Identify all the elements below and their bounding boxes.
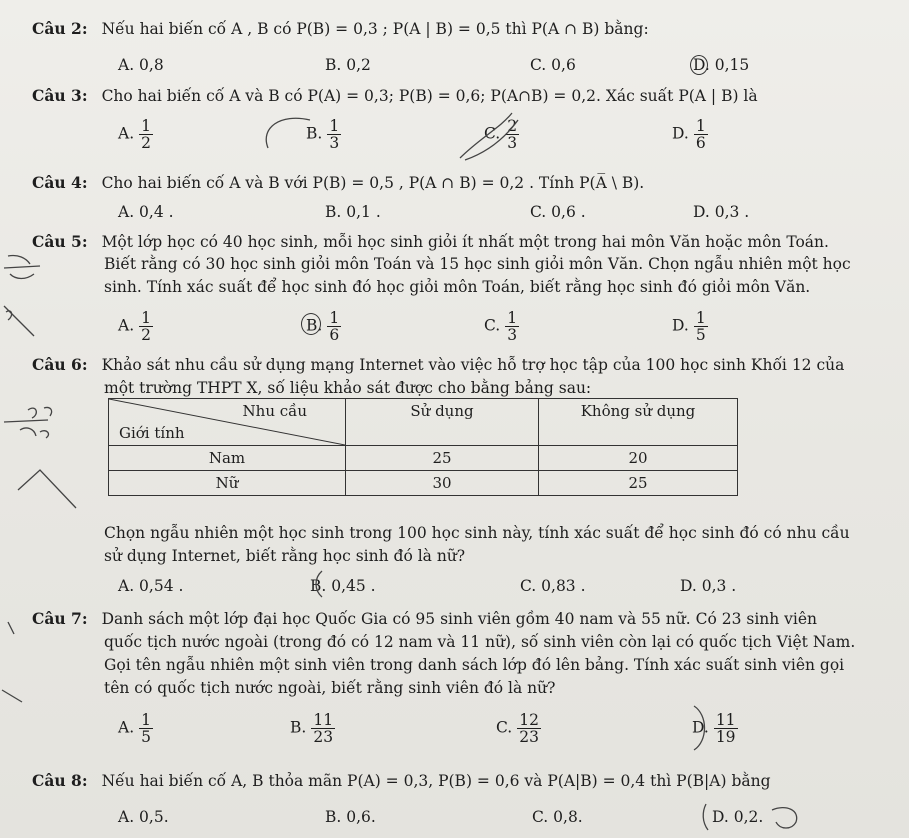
question-4 (32, 172, 644, 194)
q3-a-den: 2 (141, 134, 151, 152)
q3-b-label: B. (306, 124, 323, 143)
q4-option-d: D. 0,3 . (693, 203, 750, 221)
q2-option-c: C. 0,6 (530, 56, 576, 74)
question-6-line-3: Chọn ngẫu nhiên một học sinh trong 100 học sinh này, tính xác suất để học sinh đó có nhu cầu (104, 524, 850, 542)
q7-c-label: C. (496, 718, 513, 737)
question-5-line-1 (32, 231, 829, 253)
q3-a-label: A. (118, 124, 135, 143)
q3-d-label: D. (672, 124, 689, 143)
question-2-label: Câu 2: (32, 19, 88, 38)
q4-option-b: B. 0,1 . (325, 203, 381, 221)
question-5-text-1: Một lớp học có 40 học sinh, mỗi học sinh giỏi ít nhất một trong hai môn Văn hoặc môn Toán. (101, 233, 829, 251)
q7-d-num: 11 (715, 711, 736, 729)
q4-option-c: C. 0,6 . (530, 203, 586, 221)
q8-option-c: C. 0,8. (532, 808, 583, 826)
question-6-text-1: Khảo sát nhu cầu sử dụng mạng Internet vào việc hỗ trợ học tập của 100 học sinh Khối 12 của (101, 356, 845, 374)
q5-d-label: D. (672, 316, 689, 335)
q7-option-c (496, 712, 541, 745)
question-5-line-2: Biết rằng có 30 học sinh giỏi môn Toán và 15 học sinh giỏi môn Văn. Chọn ngẫu nhiên một học (104, 255, 851, 273)
q7-c-den: 23 (519, 728, 539, 746)
margin-scribble (0, 610, 60, 720)
q3-d-num: 1 (695, 117, 706, 135)
q5-c-den: 3 (507, 326, 518, 344)
question-5-line-3: sinh. Tính xác suất để học sinh đó học giỏi môn Toán, biết rằng học sinh đó giỏi môn Văn. (104, 278, 811, 296)
question-3-text: Cho hai biến cố A và B có P(A) = 0,3; P(B) = 0,6; P(A∩B) = 0,2. Xác suất P(A | B) là (101, 87, 758, 105)
q5-a-num: 1 (141, 309, 151, 327)
handwritten-scribble (250, 108, 550, 168)
q8-option-d: D. 0,2. (712, 808, 764, 826)
question-7-line-3: Gọi tên ngẫu nhiên một sinh viên trong danh sách lớp đó lên bảng. Tính xác suất sinh viên gọi (104, 656, 845, 674)
question-4-label: Câu 4: (32, 173, 88, 192)
q5-b-num: 1 (329, 309, 340, 327)
answer-mark-scribble (700, 800, 810, 834)
q2-option-b: B. 0,2 (325, 56, 371, 74)
q5-d-num: 1 (695, 309, 706, 327)
answer-mark-paren (300, 568, 340, 600)
q7-b-fraction (311, 712, 335, 745)
answer-mark-circle (690, 55, 708, 75)
answer-mark-circle (301, 313, 321, 335)
margin-scribble (0, 400, 80, 520)
question-6-line-4: sử dụng Internet, biết rằng học sinh đó là nữ? (104, 547, 466, 565)
q3-option-a (118, 118, 153, 151)
question-7-line-1 (32, 608, 817, 630)
q6-option-b: B. 0,45 . (310, 577, 376, 595)
question-6-line-2: một trường THPT X, số liệu khảo sát được cho bằng bảng sau: (104, 379, 592, 397)
row-use: 25 (346, 446, 539, 471)
margin-scribble (0, 250, 60, 340)
question-7-line-4: tên có quốc tịch nước ngoài, biết rằng sinh viên đó là nữ? (104, 679, 556, 697)
q7-b-num: 11 (313, 711, 334, 729)
question-8 (32, 770, 771, 792)
q3-c-label: C. (484, 124, 501, 143)
q3-b-den: 3 (329, 134, 340, 152)
question-5-label: Câu 5: (32, 232, 88, 251)
q5-option-a (118, 310, 153, 343)
q5-a-fraction (139, 310, 153, 343)
row-gender: Nữ (109, 471, 346, 496)
q7-b-label: B. (290, 718, 307, 737)
q5-b-fraction (327, 310, 341, 343)
q3-d-den: 6 (695, 134, 706, 152)
answer-mark-paren (690, 703, 730, 753)
table-row (109, 471, 738, 496)
header-nouse: Không sử dụng (539, 399, 738, 446)
q2-option-d: D. 0,15 (693, 56, 750, 74)
question-4-text: Cho hai biến cố A và B với P(B) = 0,5 , P(A ∩ B) = 0,2 . Tính P(A̅ \ B). (101, 174, 645, 192)
q7-a-label: A. (118, 718, 135, 737)
q5-c-fraction (505, 310, 519, 343)
q3-a-num: 1 (141, 117, 151, 135)
row-nouse: 20 (539, 446, 738, 471)
q7-option-b (290, 712, 335, 745)
q6-option-d: D. 0,3 . (680, 577, 737, 595)
q4-option-a: A. 0,4 . (118, 203, 174, 221)
q5-c-label: C. (484, 316, 501, 335)
q5-option-c (484, 310, 519, 343)
q6-option-c: C. 0,83 . (520, 577, 586, 595)
q6-option-a: A. 0,54 . (118, 577, 184, 595)
q3-d-fraction (694, 118, 708, 151)
q3-c-num: 2 (507, 117, 518, 135)
question-3-label: Câu 3: (32, 86, 88, 105)
question-2 (32, 18, 649, 40)
q2-option-a: A. 0,8 (118, 56, 164, 74)
q5-option-d (672, 310, 708, 343)
row-gender: Nam (109, 446, 346, 471)
q5-a-label: A. (118, 316, 135, 335)
q7-option-a (118, 712, 153, 745)
question-8-label: Câu 8: (32, 771, 88, 790)
q7-c-fraction (517, 712, 541, 745)
q7-c-num: 12 (519, 711, 539, 729)
q5-d-den: 5 (695, 326, 706, 344)
q7-a-den: 5 (141, 728, 151, 746)
header-need: Nhu cầu (242, 402, 307, 420)
header-use: Sử dụng (346, 399, 539, 446)
q5-b-den: 6 (329, 326, 340, 344)
q5-b-label: B. (306, 316, 323, 335)
q8-option-a: A. 0,5. (118, 808, 169, 826)
header-gender: Giới tính (119, 424, 185, 442)
question-8-text: Nếu hai biến cố A, B thỏa mãn P(A) = 0,3, P(B) = 0,6 và P(A|B) = 0,4 thì P(B|A) bằng (101, 772, 771, 790)
q5-d-fraction (694, 310, 708, 343)
question-3 (32, 85, 758, 107)
survey-table (108, 398, 738, 496)
table-header-corner (109, 399, 346, 446)
q5-a-den: 2 (141, 326, 151, 344)
q7-a-fraction (139, 712, 153, 745)
q7-b-den: 23 (313, 728, 334, 746)
question-6-label: Câu 6: (32, 355, 88, 374)
q7-d-den: 19 (715, 728, 736, 746)
table-row (109, 446, 738, 471)
row-nouse: 25 (539, 471, 738, 496)
q3-a-fraction (139, 118, 153, 151)
row-use: 30 (346, 471, 539, 496)
q8-option-b: B. 0,6. (325, 808, 376, 826)
q5-c-num: 1 (507, 309, 518, 327)
question-7-text-1: Danh sách một lớp đại học Quốc Gia có 95 sinh viên gồm 40 nam và 55 nữ. Có 23 sinh viên (101, 610, 818, 628)
q3-b-num: 1 (329, 117, 340, 135)
question-7-label: Câu 7: (32, 609, 88, 628)
question-6-line-1 (32, 354, 844, 376)
q3-option-d (672, 118, 708, 151)
question-2-text: Nếu hai biến cố A , B có P(B) = 0,3 ; P(A | B) = 0,5 thì P(A ∩ B) bằng: (101, 20, 649, 38)
q7-a-num: 1 (141, 711, 151, 729)
q7-d-label: D. (692, 718, 709, 737)
question-7-line-2: quốc tịch nước ngoài (trong đó có 12 nam và 11 nữ), số sinh viên còn lại có quốc tịch Việt Nam. (104, 633, 856, 651)
q3-c-den: 3 (507, 134, 518, 152)
